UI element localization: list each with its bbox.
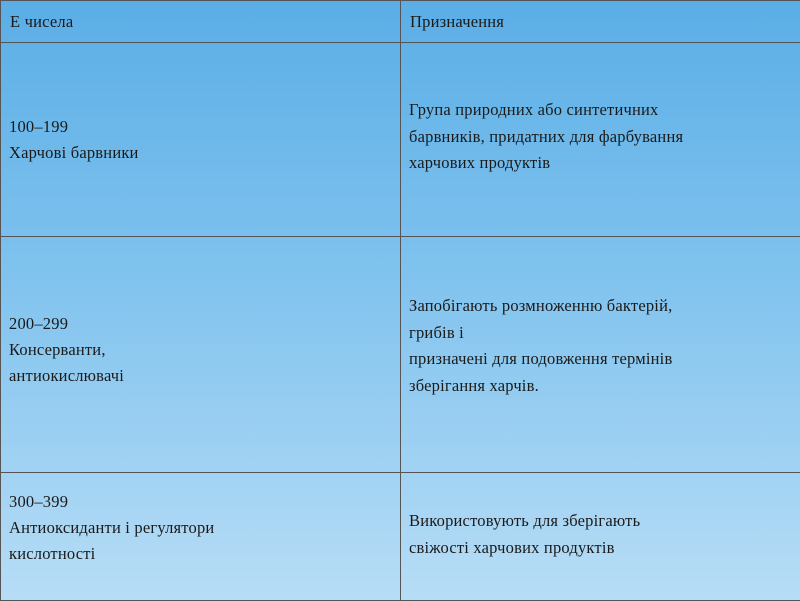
row-3-range: 300–399 (9, 489, 392, 515)
table-row (1, 473, 800, 601)
row-3-purpose-line: свіжості харчових продуктів (409, 535, 792, 562)
row-3-purpose-line: Використовують для зберігають (409, 508, 792, 535)
header-purpose: Призначення (401, 1, 800, 43)
row-2-purpose-line: Запобігають розмноженню бактерій, (409, 293, 792, 320)
row-1-category: Харчові барвники (9, 140, 392, 166)
table-row (1, 43, 800, 237)
table-header-row (1, 1, 800, 43)
row-1-purpose-line: Група природних або синтетичних (409, 97, 792, 124)
row-2-code-cell (1, 237, 401, 473)
row-3-category: Антиоксиданти і регулятори (9, 515, 392, 541)
row-3-purpose-cell (401, 473, 800, 601)
row-3-category: кислотності (9, 541, 392, 567)
row-2-range: 200–299 (9, 311, 392, 337)
row-1-range: 100–199 (9, 114, 392, 140)
row-1-code-cell (1, 43, 401, 237)
table-row (1, 237, 800, 473)
row-2-purpose-cell (401, 237, 800, 473)
row-1-purpose-line: харчових продуктів (409, 150, 792, 177)
row-2-purpose-line: зберігання харчів. (409, 373, 792, 400)
row-2-category: Консерванти, (9, 337, 392, 363)
row-2-category: антиокислювачі (9, 363, 392, 389)
row-2-purpose-line: призначені для подовження термінів (409, 346, 792, 373)
header-e-numbers: Е чисела (1, 1, 401, 43)
row-1-purpose-line: барвників, придатних для фарбування (409, 124, 792, 151)
row-2-purpose-line: грибів і (409, 320, 792, 347)
row-3-code-cell (1, 473, 401, 601)
row-1-purpose-cell (401, 43, 800, 237)
